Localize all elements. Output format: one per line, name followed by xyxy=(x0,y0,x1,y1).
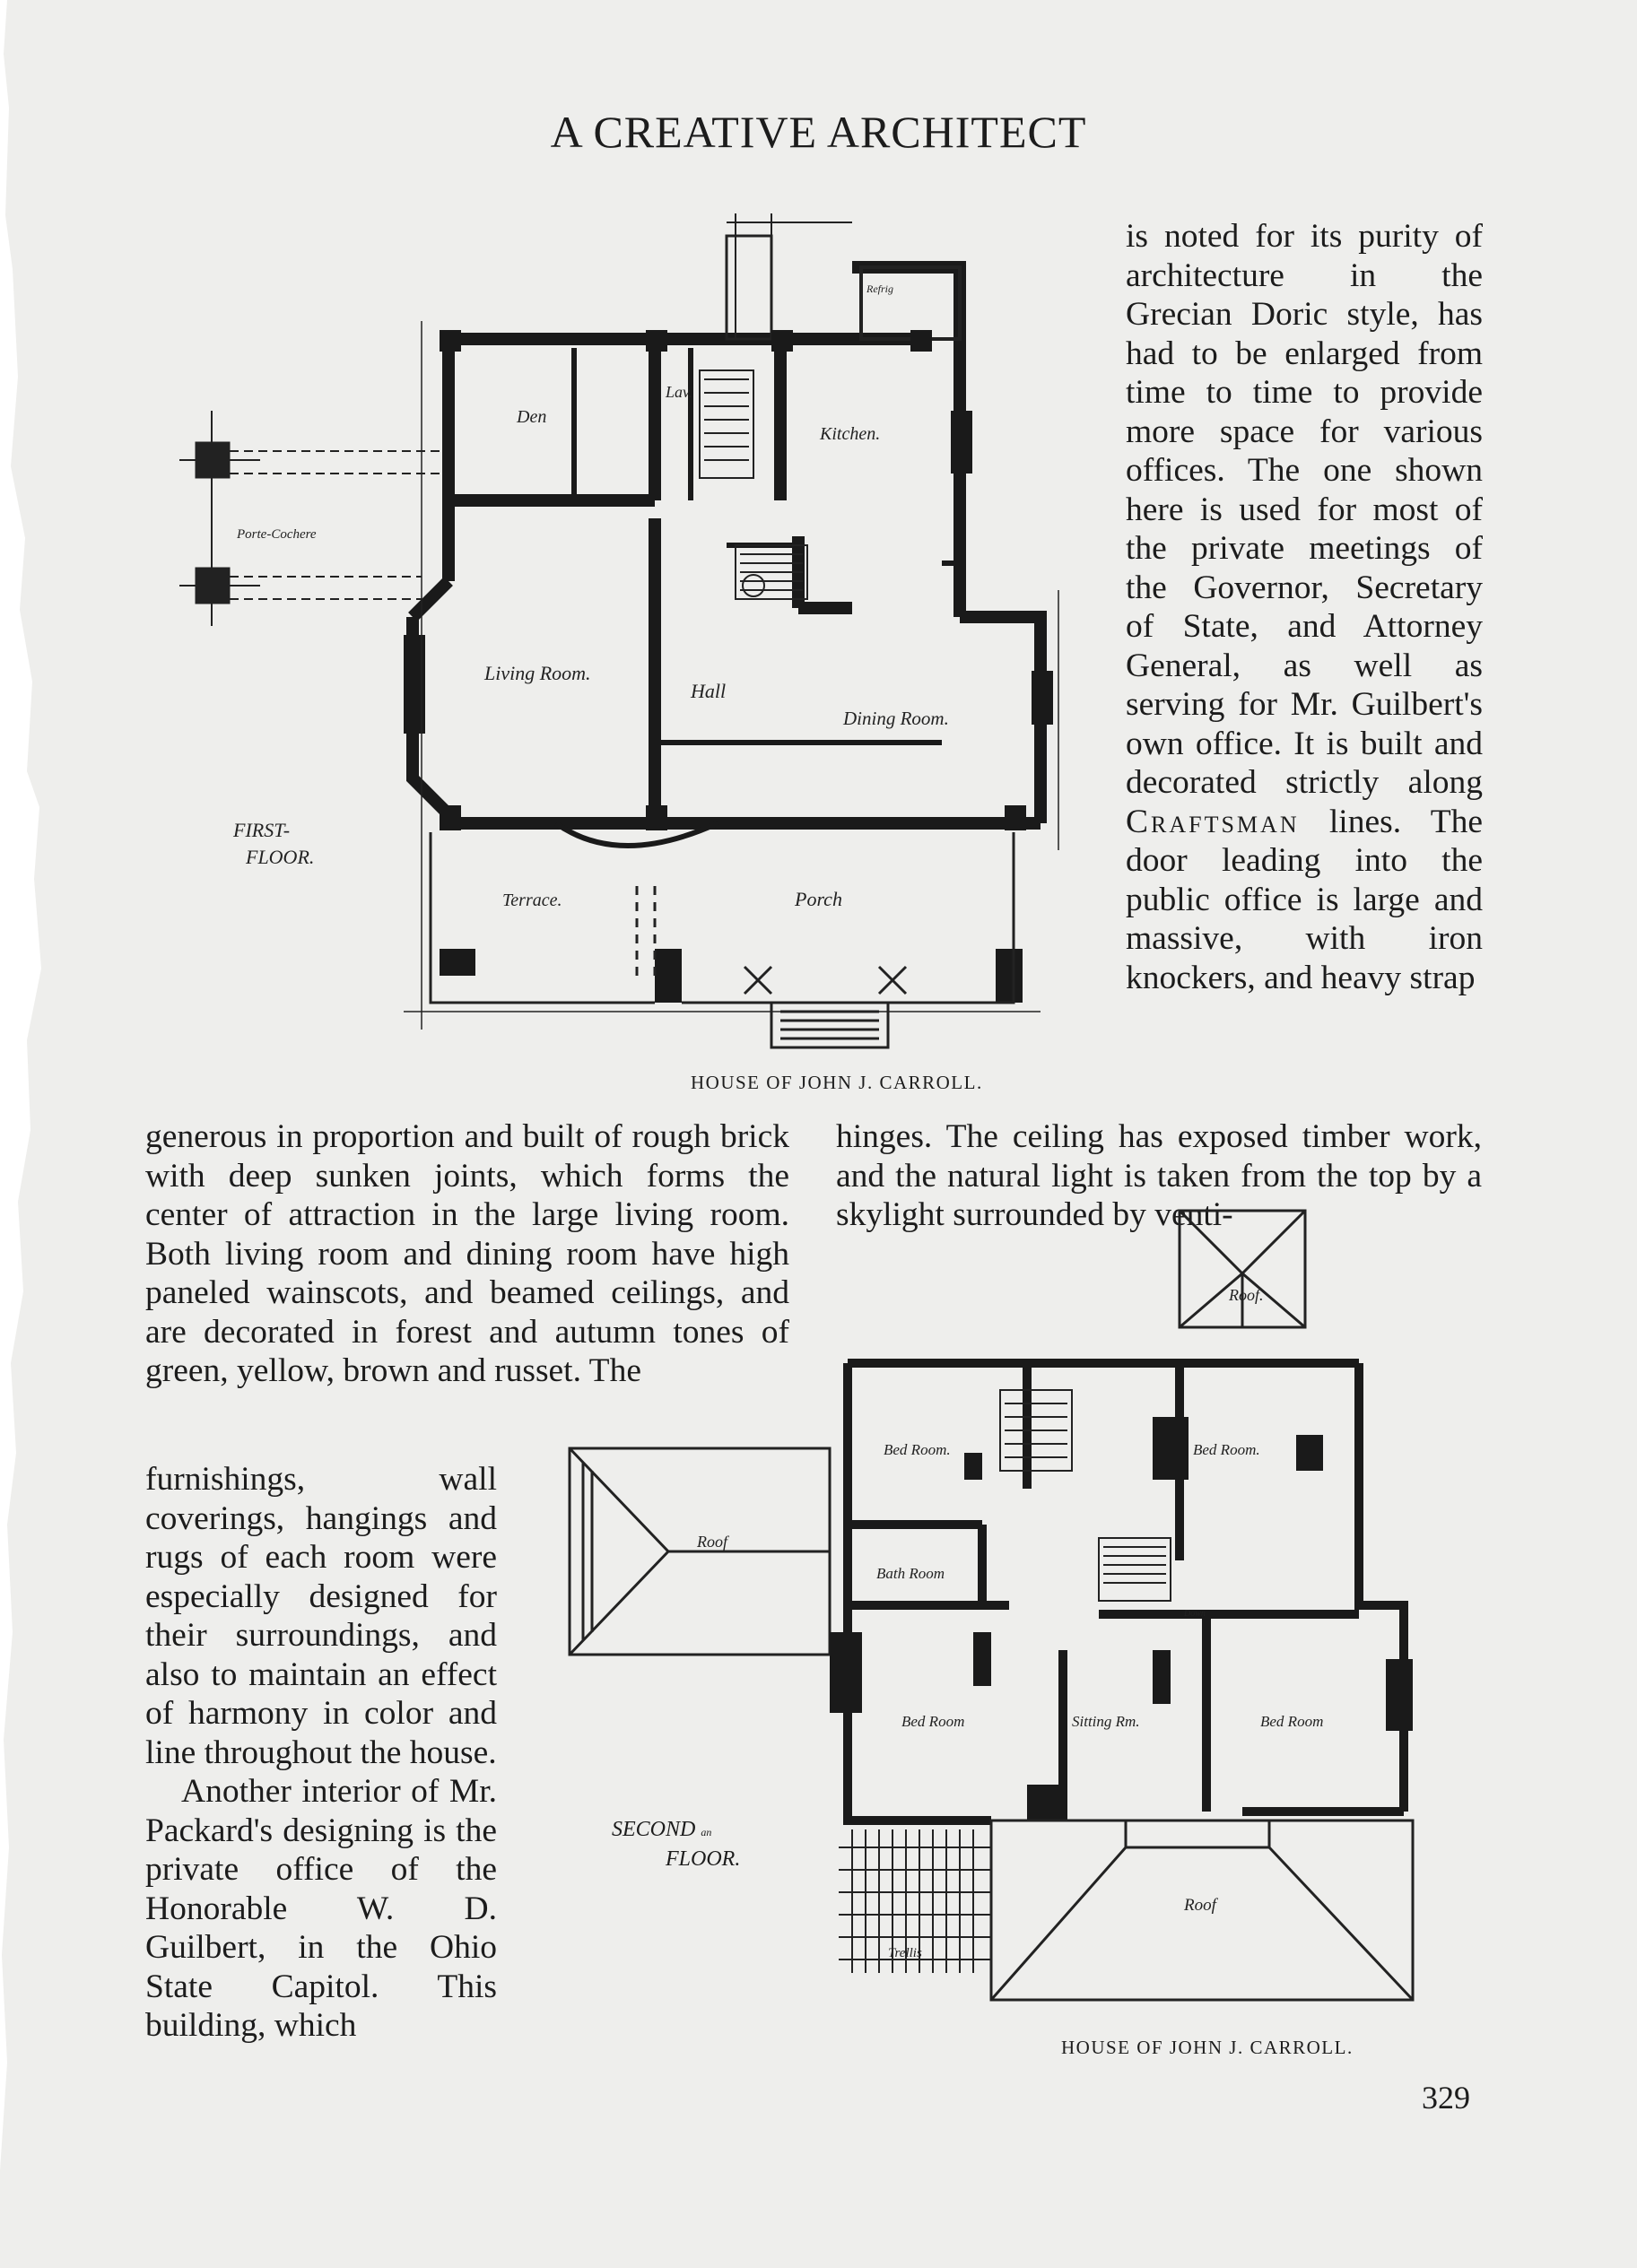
label-porch: Porch xyxy=(795,888,842,910)
bottom-left-paragraph-1: furnishings, wall coverings, hangings and rugs of each room were especially designed for their surroundings, and also to maintain an effect of harmony in color and line throughout the house. xyxy=(145,1461,497,1771)
middle-left-paragraph: generous in proportion and built of rough brick with deep sunken joints, which forms the center of attraction in the large living room. Both living room and dining room have high paneled wainscots, and beamed ceilings, and are decorated in forest and autumn tones of green, yellow, brown and russet. The xyxy=(145,1118,789,1389)
porte-cochere-piers xyxy=(179,411,448,626)
bottom-left-text xyxy=(145,1460,497,2046)
label-lav: Lav. xyxy=(666,383,693,401)
label-kitchen: Kitchen. xyxy=(820,424,881,444)
label-down: Down xyxy=(1184,1609,1206,1619)
label-bath-room: Bath Room xyxy=(876,1565,945,1582)
right-column-part-1: is noted for its purity of architecture in the Grecian Doric style, has had to be enlarged from time to time to provide more space for various offices. The one shown here is used for most of the private meetings of the Governor, Secretary of State, and Attorney General, as well as serving for Mr. Guilbert's own office. It is built and decorated strictly along xyxy=(1126,218,1483,801)
label-floor: FLOOR. xyxy=(246,846,315,868)
label-roof-left: Roof xyxy=(697,1533,727,1551)
right-column-part-2: lines. The door leading into the public office is large and massive, with iron knockers, and heavy strap xyxy=(1126,803,1483,996)
bottom-left-paragraph-2: Another interior of Mr. Packard's designing is the private office of the Honorable W. D. Guilbert, in the Ohio State Capitol. This building, which xyxy=(145,1773,497,2044)
craftsman-smallcaps: Craftsman xyxy=(1126,803,1300,840)
page-number: 329 xyxy=(1422,2080,1470,2116)
label-bed-room-nw: Bed Room. xyxy=(884,1441,951,1458)
torn-page-edge xyxy=(0,0,54,2268)
second-floor-plan xyxy=(561,1202,1458,2009)
label-bed-room-ne: Bed Room. xyxy=(1193,1441,1260,1458)
label-floor-2: FLOOR. xyxy=(666,1847,741,1871)
label-roof-bottom: Roof xyxy=(1184,1896,1216,1915)
label-den: Den xyxy=(517,407,547,427)
label-bed-room-sw: Bed Room xyxy=(901,1713,965,1730)
label-first: FIRST- xyxy=(233,819,291,841)
first-floor-caption: HOUSE OF JOHN J. CARROLL. xyxy=(691,1072,983,1093)
middle-right-paragraph: hinges. The ceiling has exposed timber work, and the natural light is taken from the top by a skylight surrounded by venti- xyxy=(836,1118,1482,1233)
second-floor-label xyxy=(612,1816,740,1873)
label-dining-room: Dining Room. xyxy=(843,708,949,729)
label-terrace: Terrace. xyxy=(502,891,562,910)
label-sitting-room: Sitting Rm. xyxy=(1072,1713,1140,1730)
label-second-sup: an xyxy=(701,1826,712,1838)
label-trellis: Trellis xyxy=(888,1946,922,1960)
first-floor-plan xyxy=(152,204,1103,1101)
label-refrig: Refrig xyxy=(866,282,893,295)
right-column-text xyxy=(1126,217,1483,997)
second-floor-caption: HOUSE OF JOHN J. CARROLL. xyxy=(1061,2037,1354,2058)
label-roof-top: Roof. xyxy=(1229,1286,1264,1304)
label-living-room: Living Room. xyxy=(484,662,591,684)
label-hall: Hall xyxy=(691,680,727,702)
label-second: SECOND xyxy=(612,1818,696,1841)
page-header: A CREATIVE ARCHITECT xyxy=(550,107,1087,157)
label-porte-cochere: Porte-Cochere xyxy=(237,527,317,542)
label-bed-room-se: Bed Room xyxy=(1260,1713,1324,1730)
